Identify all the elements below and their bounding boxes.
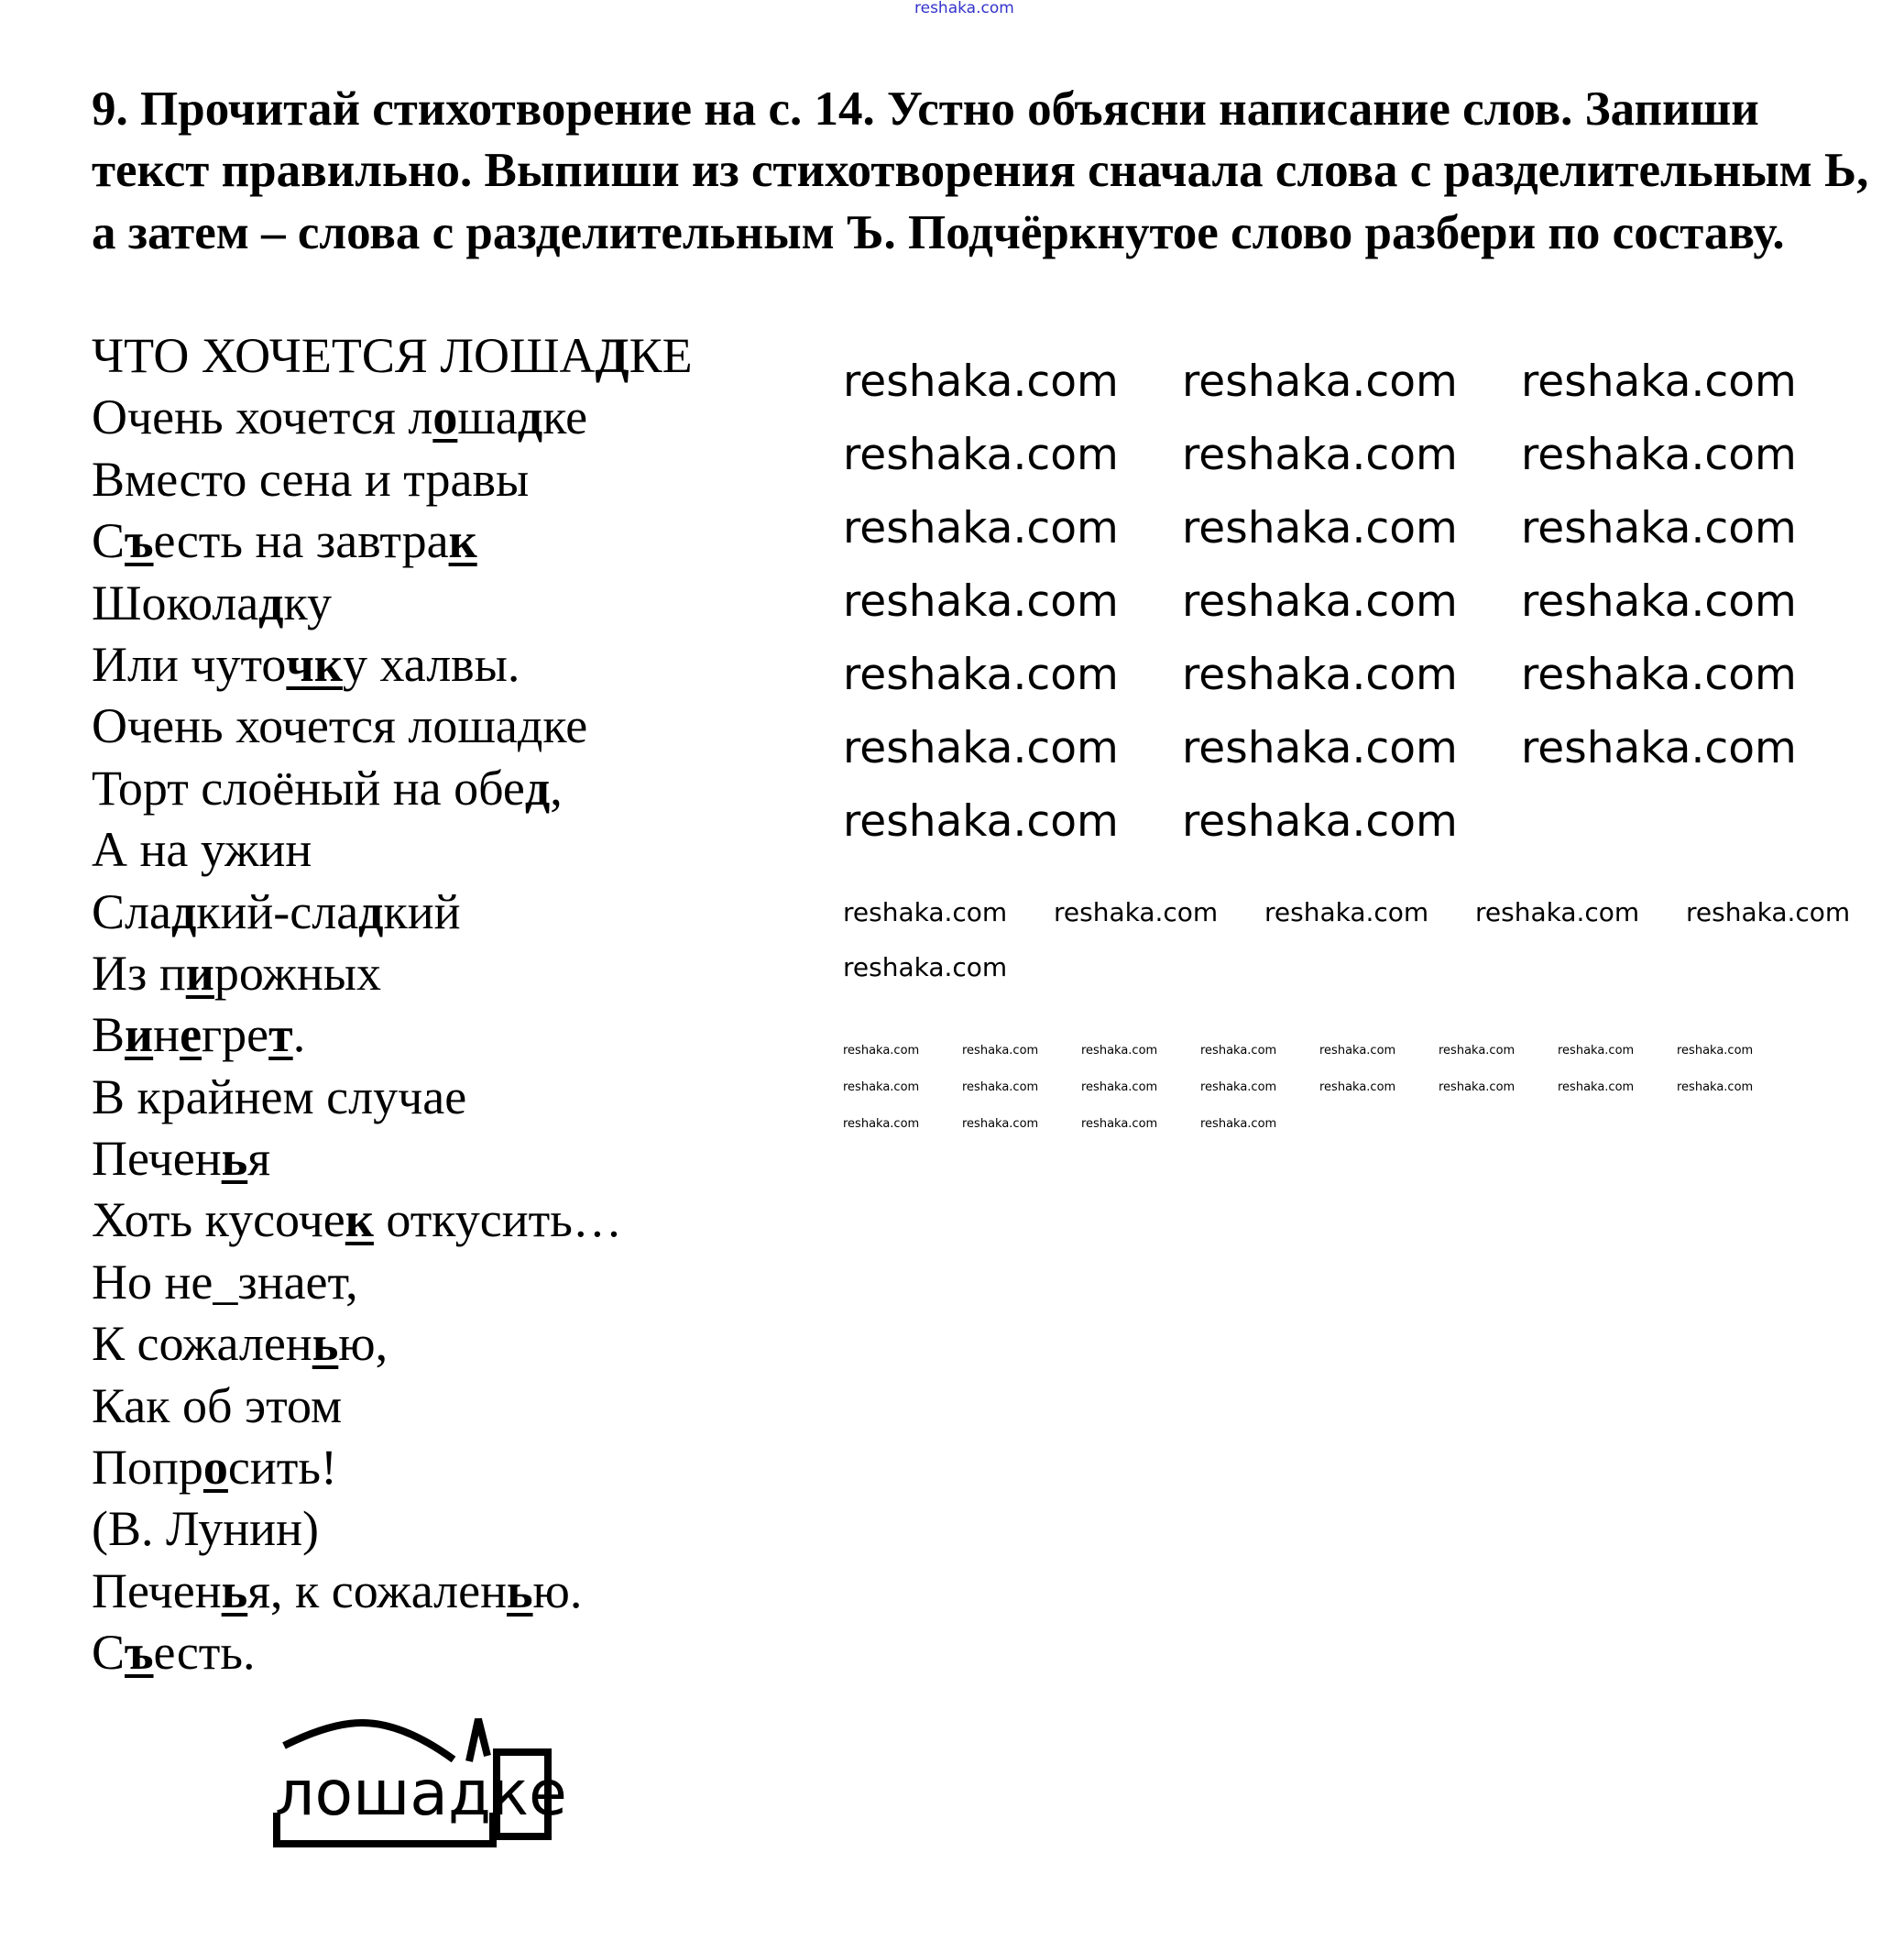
poem-line <box>92 1004 693 1066</box>
poem-line <box>92 1437 693 1498</box>
underlined-letter: ь <box>312 1316 339 1372</box>
underlined-letter: о <box>432 389 458 445</box>
poem-line <box>92 1376 693 1437</box>
watermark: reshaka.com <box>962 1080 1039 1094</box>
watermark: reshaka.com <box>962 1044 1039 1058</box>
poem-text: Печен <box>92 1562 222 1618</box>
root-arc <box>284 1723 454 1759</box>
underlined-letter: ь <box>506 1562 533 1618</box>
poem-text: Очень хочется лошадке <box>92 698 588 754</box>
poem-text: Сла <box>92 883 171 939</box>
watermark: reshaka.com <box>1182 650 1458 700</box>
watermark: reshaka.com <box>843 576 1119 627</box>
poem-line <box>92 1067 693 1128</box>
poem-text: есть на завтра <box>153 513 449 569</box>
poem-text: ке <box>542 389 588 445</box>
poem-text: Торт слоёный на обе <box>92 760 525 816</box>
watermark: reshaka.com <box>1264 897 1429 927</box>
poem-line <box>92 510 693 572</box>
poem-text: Вместо сена и травы <box>92 451 530 507</box>
watermark: reshaka.com <box>1521 356 1797 407</box>
poem-line <box>92 819 693 881</box>
underlined-letter: Д <box>595 328 629 383</box>
poem-text: Попр <box>92 1440 203 1496</box>
watermark: reshaka.com <box>1521 650 1797 700</box>
poem-line <box>92 1622 693 1683</box>
poem-text: Шокола <box>92 575 259 630</box>
underlined-letter: д <box>524 760 551 816</box>
watermark: reshaka.com <box>962 1117 1039 1131</box>
poem-text: гре <box>202 1007 269 1063</box>
underlined-letter: чк <box>286 636 343 692</box>
poem-text: . <box>292 1007 306 1063</box>
watermark: reshaka.com <box>843 796 1119 847</box>
watermark: reshaka.com <box>843 1117 920 1131</box>
watermark: reshaka.com <box>1200 1080 1277 1094</box>
underlined-letter: ъ <box>125 513 154 569</box>
poem-text: С <box>92 513 126 569</box>
watermark: reshaka.com <box>1319 1080 1396 1094</box>
underlined-letter: е <box>180 1007 202 1063</box>
poem-line <box>92 1252 693 1313</box>
poem-line <box>92 1189 693 1251</box>
poem-text: Как об этом <box>92 1377 343 1433</box>
poem-text: С <box>92 1625 126 1681</box>
poem-text: Но не_знает, <box>92 1254 358 1310</box>
watermark: reshaka.com <box>843 503 1119 554</box>
poem-text: ю. <box>532 1562 583 1618</box>
poem-text: Хоть кусоче <box>92 1192 345 1248</box>
poem-text: н <box>153 1007 181 1063</box>
underlined-letter: д <box>517 389 543 445</box>
underlined-letter: о <box>202 1440 228 1496</box>
poem-text: я, к сожален <box>247 1562 507 1618</box>
underlined-letter: д <box>358 883 384 939</box>
watermark: reshaka.com <box>1521 723 1797 773</box>
watermark: reshaka.com <box>1521 430 1797 480</box>
watermark: reshaka.com <box>1182 430 1458 480</box>
poem-line <box>92 1561 693 1622</box>
watermark: reshaka.com <box>1081 1117 1158 1131</box>
underlined-letter: ъ <box>125 1625 154 1681</box>
poem-line <box>92 387 693 448</box>
underlined-letter: т <box>268 1007 293 1063</box>
watermark: reshaka.com <box>1475 897 1640 927</box>
poem-text: ЧТО ХОЧЕТСЯ ЛОША <box>92 328 596 383</box>
watermark: reshaka.com <box>843 650 1119 700</box>
watermark: reshaka.com <box>1081 1044 1158 1058</box>
watermark: reshaka.com <box>1439 1080 1516 1094</box>
poem-line <box>92 758 693 819</box>
poem-text: (В. Лунин) <box>92 1501 319 1557</box>
watermark: reshaka.com <box>1182 356 1458 407</box>
poem-text: у халвы. <box>342 636 520 692</box>
watermark: reshaka.com <box>1200 1044 1277 1058</box>
poem-text: ю, <box>338 1316 388 1372</box>
watermark: reshaka.com <box>843 356 1119 407</box>
watermark: reshaka.com <box>1558 1080 1635 1094</box>
underlined-letter: и <box>185 945 214 1001</box>
poem-text: откусить… <box>373 1192 622 1248</box>
poem-text: К сожален <box>92 1316 312 1372</box>
poem-text: Или чуто <box>92 636 287 692</box>
poem-text: кий <box>383 883 461 939</box>
underlined-letter: д <box>170 883 197 939</box>
watermark: reshaka.com <box>1182 723 1458 773</box>
watermark: reshaka.com <box>843 1080 920 1094</box>
watermark: reshaka.com <box>843 1044 920 1058</box>
poem-text: ку <box>283 575 332 630</box>
suffix-caret <box>469 1719 487 1761</box>
underlined-letter: ь <box>221 1562 248 1618</box>
watermark: reshaka.com <box>1081 1080 1158 1094</box>
poem-text: В крайнем случае <box>92 1069 467 1124</box>
poem-text: рожных <box>213 945 382 1001</box>
underlined-letter: к <box>345 1192 374 1248</box>
poem-line <box>92 1128 693 1189</box>
poem-line <box>92 882 693 943</box>
watermark: reshaka.com <box>843 897 1008 927</box>
watermark: reshaka.com <box>1182 796 1458 847</box>
poem-line <box>92 696 693 757</box>
underlined-letter: д <box>258 575 284 630</box>
watermark: reshaka.com <box>1439 1044 1516 1058</box>
poem-text: , <box>550 760 563 816</box>
watermark: reshaka.com <box>1182 503 1458 554</box>
watermark: reshaka.com <box>1319 1044 1396 1058</box>
poem-line <box>92 1313 693 1375</box>
watermark: reshaka.com <box>843 952 1008 982</box>
underlined-letter: к <box>448 513 477 569</box>
underlined-letter: и <box>125 1007 154 1063</box>
poem-line <box>92 449 693 510</box>
watermark: reshaka.com <box>1521 503 1797 554</box>
watermark: reshaka.com <box>1677 1080 1754 1094</box>
task-instruction: 9. Прочитай стихотворение на с. 14. Устно объясни написание слов. Запиши текст правильно. Выпиши из стихотворения сначала слова с разделительным Ь, а затем – слова с разделительным Ъ. Подчёркнутое слово разбери по составу. <box>92 82 1869 259</box>
underlined-letter: ь <box>221 1131 248 1187</box>
watermark: reshaka.com <box>1200 1117 1277 1131</box>
poem-text: В <box>92 1007 126 1063</box>
poem-text: сить! <box>227 1440 337 1496</box>
watermark: reshaka.com <box>1686 897 1851 927</box>
poem-line <box>92 634 693 696</box>
poem-text: А на ужин <box>92 822 312 878</box>
poem-text: кий-сла <box>196 883 359 939</box>
poem-line <box>92 1498 693 1560</box>
poem-line <box>92 573 693 634</box>
poem-text: я <box>247 1131 271 1187</box>
poem-text: КЕ <box>629 328 693 383</box>
poem-line <box>92 943 693 1004</box>
watermark: reshaka.com <box>843 723 1119 773</box>
watermark: reshaka.com <box>1558 1044 1635 1058</box>
watermark: reshaka.com <box>843 430 1119 480</box>
morpheme-diagram <box>266 1704 632 1869</box>
poem <box>92 325 693 1684</box>
diagram-word: лошадке <box>275 1758 567 1830</box>
poem-text: Очень хочется л <box>92 389 433 445</box>
watermark: reshaka.com <box>914 0 1014 17</box>
poem-text: Печен <box>92 1131 222 1187</box>
watermark: reshaka.com <box>1182 576 1458 627</box>
poem-text: есть. <box>153 1625 256 1681</box>
watermark: reshaka.com <box>1521 576 1797 627</box>
watermark: reshaka.com <box>1677 1044 1754 1058</box>
watermark: reshaka.com <box>1054 897 1219 927</box>
poem-text: Из п <box>92 945 186 1001</box>
poem-line <box>92 325 693 387</box>
poem-text: ша <box>457 389 518 445</box>
